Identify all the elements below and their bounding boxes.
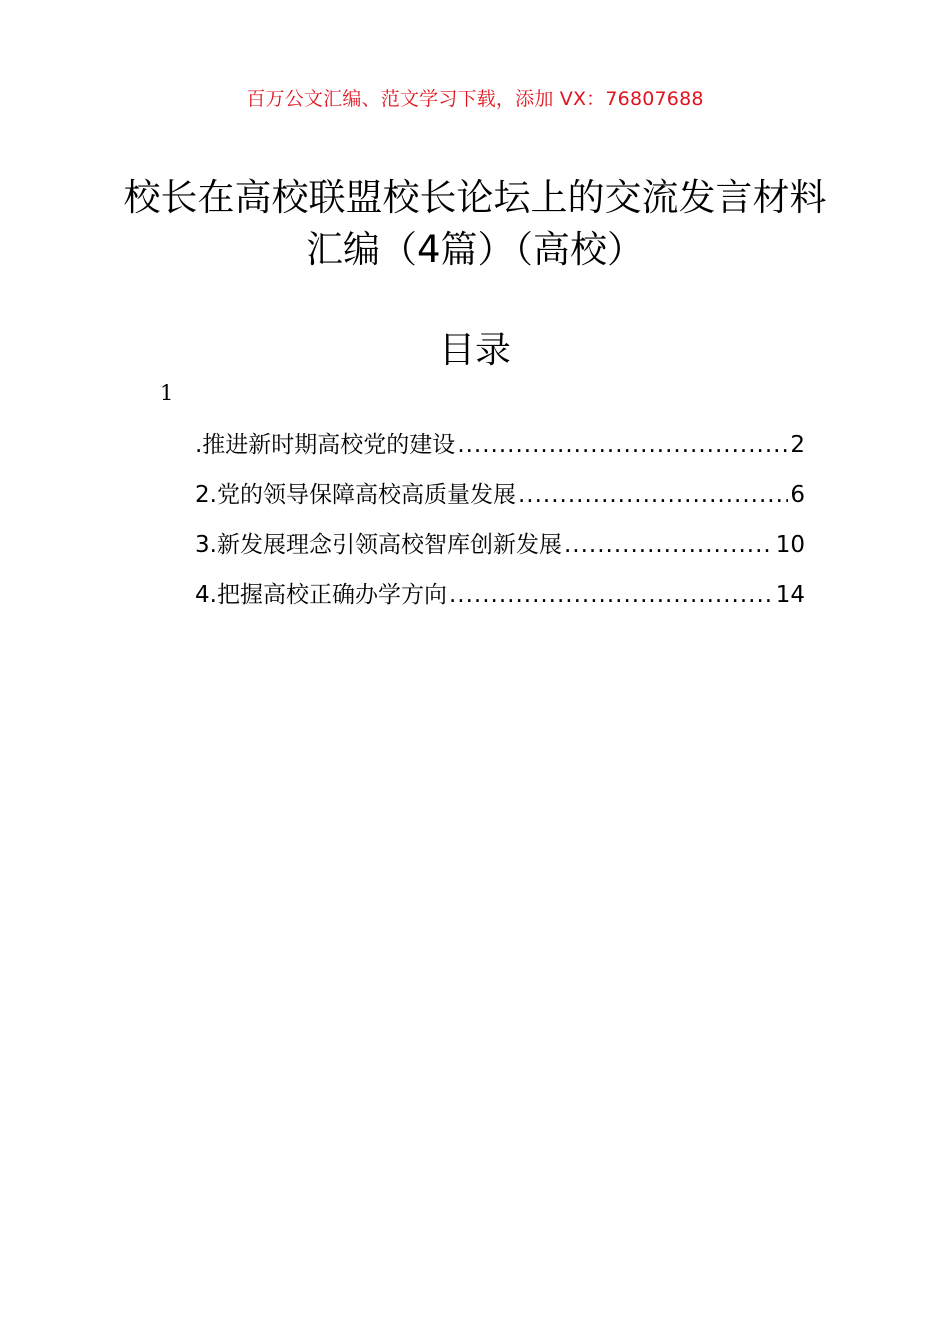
toc-item-text: 2.党的领导保障高校高质量发展	[195, 482, 516, 508]
toc-item[interactable]	[195, 426, 805, 476]
toc-list	[195, 426, 805, 626]
toc-item[interactable]	[195, 576, 805, 626]
toc-leader-dots	[449, 582, 774, 608]
toc-item-text: .推进新时期高校党的建设	[195, 432, 456, 458]
toc-item[interactable]	[195, 526, 805, 576]
toc-leader-dots	[564, 532, 774, 558]
toc-item-text: 3.新发展理念引领高校智库创新发展	[195, 532, 562, 558]
toc-item-page: 2	[790, 432, 805, 458]
toc-item-page: 10	[775, 532, 805, 558]
toc-item-text: 4.把握高校正确办学方向	[195, 582, 447, 608]
toc-item-page: 6	[790, 482, 805, 508]
toc-leader-dots	[518, 482, 788, 508]
toc-heading: 目录	[438, 330, 511, 371]
toc-leader-dots	[457, 432, 788, 458]
toc-item-page: 14	[775, 582, 805, 608]
toc-item[interactable]	[195, 476, 805, 526]
document-title: 校长在高校联盟校长论坛上的交流发言材料汇编（4篇）（高校）	[123, 176, 827, 271]
toc-marker: 1	[160, 381, 174, 405]
promo-banner: 百万公文汇编、范文学习下载，添加 VX：76807688	[246, 88, 704, 110]
